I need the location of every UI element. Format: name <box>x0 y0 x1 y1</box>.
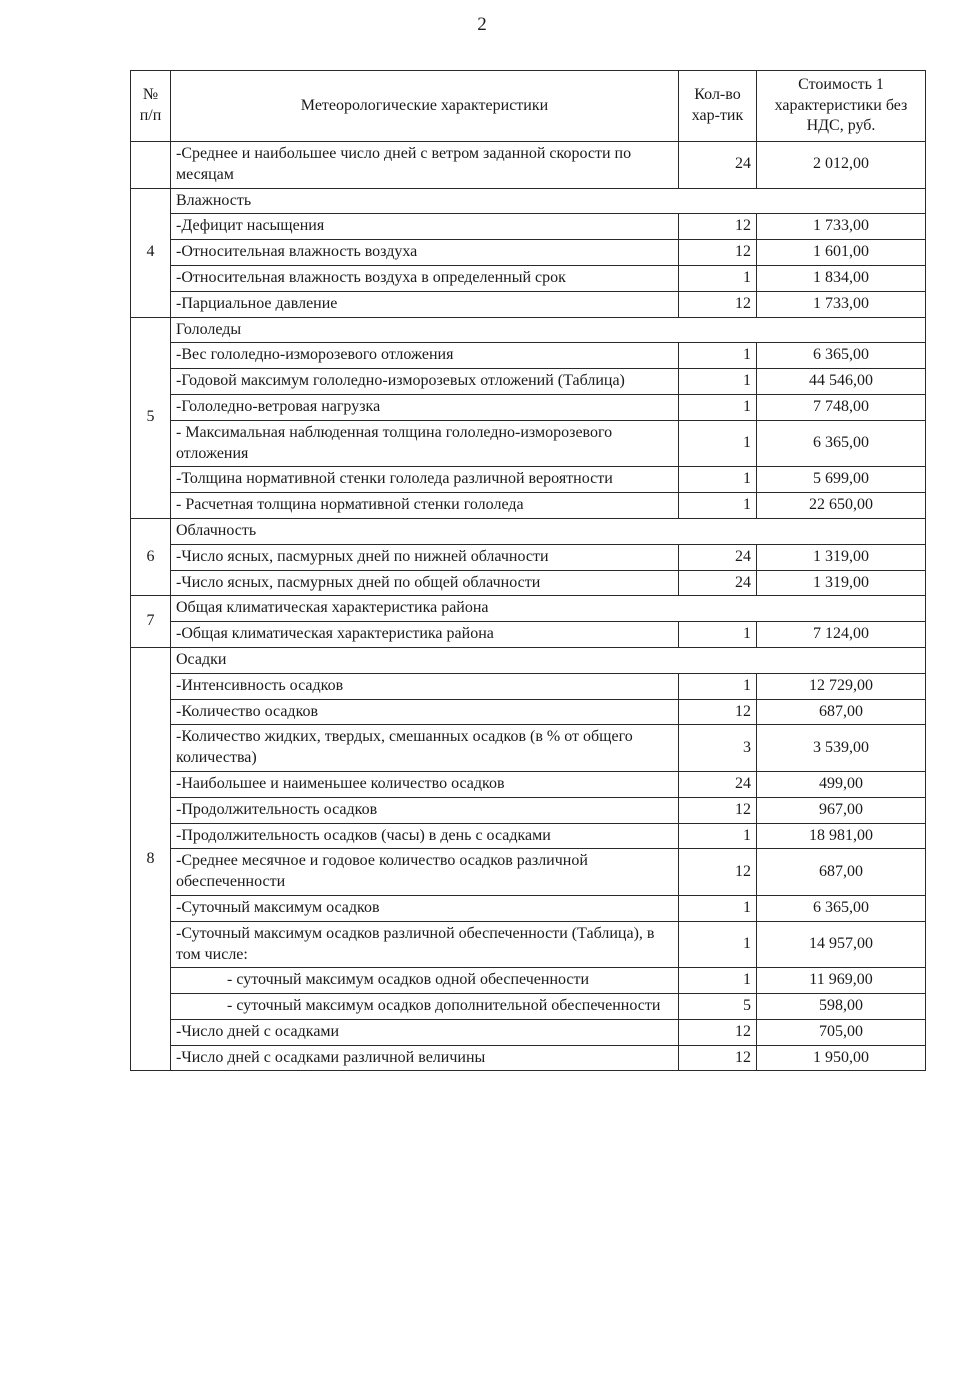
table-row <box>131 699 926 725</box>
table-body <box>131 142 926 1071</box>
table-row <box>131 142 926 189</box>
row-characteristic: -Толщина нормативной стенки гололеда различной вероятности <box>171 467 679 493</box>
row-cost: 44 546,00 <box>757 369 926 395</box>
row-characteristic: -Относительная влажность воздуха <box>171 240 679 266</box>
row-cost: 1 319,00 <box>757 544 926 570</box>
row-qty: 12 <box>679 1045 757 1071</box>
row-qty: 12 <box>679 699 757 725</box>
page-number: 2 <box>477 14 487 35</box>
row-characteristic: -Число дней с осадками различной величины <box>171 1045 679 1071</box>
section-row <box>131 518 926 544</box>
row-characteristic: -Суточный максимум осадков <box>171 895 679 921</box>
row-cost: 598,00 <box>757 994 926 1020</box>
row-characteristic: -Среднее и наибольшее число дней с ветром заданной скорости по месяцам <box>171 142 679 189</box>
row-cost: 12 729,00 <box>757 673 926 699</box>
row-qty: 12 <box>679 214 757 240</box>
row-characteristic: -Годовой максимум гололедно-изморозевых отложений (Таблица) <box>171 369 679 395</box>
row-cost: 1 601,00 <box>757 240 926 266</box>
row-characteristic: -Количество жидких, твердых, смешанных осадков (в % от общего количества) <box>171 725 679 772</box>
row-qty: 3 <box>679 725 757 772</box>
table-row <box>131 895 926 921</box>
row-characteristic: -Наибольшее и наименьшее количество осадков <box>171 771 679 797</box>
table-row <box>131 369 926 395</box>
table-row <box>131 1019 926 1045</box>
table-row <box>131 725 926 772</box>
table-header-row <box>131 71 926 142</box>
row-qty: 12 <box>679 291 757 317</box>
price-table <box>130 70 926 1071</box>
row-cost: 1 834,00 <box>757 265 926 291</box>
row-cost: 687,00 <box>757 849 926 896</box>
row-qty: 1 <box>679 420 757 467</box>
row-characteristic: -Парциальное давление <box>171 291 679 317</box>
row-characteristic: - суточный максимум осадков дополнительной обеспеченности <box>171 994 679 1020</box>
table-row <box>131 343 926 369</box>
row-characteristic: -Среднее месячное и годовое количество осадков различной обеспеченности <box>171 849 679 896</box>
row-cost: 7 124,00 <box>757 622 926 648</box>
table-row <box>131 622 926 648</box>
table-row <box>131 968 926 994</box>
header-cost: Стоимость 1 характеристики без НДС, руб. <box>757 71 926 142</box>
section-number: 6 <box>131 518 171 595</box>
row-cost: 1 733,00 <box>757 291 926 317</box>
section-row <box>131 647 926 673</box>
section-row <box>131 596 926 622</box>
row-characteristic: - суточный максимум осадков одной обеспеченности <box>171 968 679 994</box>
row-qty: 1 <box>679 394 757 420</box>
row-qty: 1 <box>679 343 757 369</box>
row-cost: 3 539,00 <box>757 725 926 772</box>
row-characteristic: -Продолжительность осадков <box>171 797 679 823</box>
section-title: Осадки <box>171 647 926 673</box>
row-cost: 967,00 <box>757 797 926 823</box>
row-characteristic: -Продолжительность осадков (часы) в день с осадками <box>171 823 679 849</box>
row-characteristic: -Суточный максимум осадков различной обеспеченности (Таблица), в том числе: <box>171 921 679 968</box>
row-characteristic: - Расчетная толщина нормативной стенки гололеда <box>171 493 679 519</box>
row-characteristic: - Максимальная наблюденная толщина гололедно-изморозевого отложения <box>171 420 679 467</box>
table-row <box>131 493 926 519</box>
table-row <box>131 214 926 240</box>
row-cost: 11 969,00 <box>757 968 926 994</box>
row-characteristic: -Число дней с осадками <box>171 1019 679 1045</box>
row-qty: 1 <box>679 673 757 699</box>
table-row <box>131 1045 926 1071</box>
table-row <box>131 544 926 570</box>
row-cost: 6 365,00 <box>757 343 926 369</box>
row-qty: 1 <box>679 921 757 968</box>
table-row <box>131 240 926 266</box>
row-qty: 24 <box>679 544 757 570</box>
section-title: Влажность <box>171 188 926 214</box>
row-qty: 1 <box>679 622 757 648</box>
row-qty: 1 <box>679 369 757 395</box>
row-cost: 687,00 <box>757 699 926 725</box>
table-row <box>131 570 926 596</box>
row-qty: 1 <box>679 895 757 921</box>
header-qty: Кол-во хар-тик <box>679 71 757 142</box>
row-num <box>131 142 171 189</box>
section-number: 5 <box>131 317 171 518</box>
section-title: Облачность <box>171 518 926 544</box>
table-row <box>131 291 926 317</box>
row-qty: 24 <box>679 771 757 797</box>
row-cost: 6 365,00 <box>757 895 926 921</box>
header-characteristic: Метеорологические характеристики <box>171 71 679 142</box>
header-num: № п/п <box>131 71 171 142</box>
table-row <box>131 467 926 493</box>
table-row <box>131 420 926 467</box>
row-qty: 1 <box>679 265 757 291</box>
table-row <box>131 797 926 823</box>
section-number: 7 <box>131 596 171 648</box>
row-cost: 7 748,00 <box>757 394 926 420</box>
row-characteristic: -Относительная влажность воздуха в определенный срок <box>171 265 679 291</box>
row-cost: 2 012,00 <box>757 142 926 189</box>
row-cost: 5 699,00 <box>757 467 926 493</box>
row-cost: 705,00 <box>757 1019 926 1045</box>
row-cost: 1 950,00 <box>757 1045 926 1071</box>
section-number: 4 <box>131 188 171 317</box>
row-characteristic: -Число ясных, пасмурных дней по общей облачности <box>171 570 679 596</box>
row-characteristic: -Вес гололедно-изморозевого отложения <box>171 343 679 369</box>
row-characteristic: -Число ясных, пасмурных дней по нижней облачности <box>171 544 679 570</box>
row-characteristic: -Дефицит насыщения <box>171 214 679 240</box>
row-qty: 12 <box>679 1019 757 1045</box>
section-title: Общая климатическая характеристика района <box>171 596 926 622</box>
table-row <box>131 823 926 849</box>
row-qty: 12 <box>679 797 757 823</box>
row-qty: 12 <box>679 849 757 896</box>
row-cost: 22 650,00 <box>757 493 926 519</box>
section-title: Гололеды <box>171 317 926 343</box>
section-row <box>131 317 926 343</box>
row-qty: 24 <box>679 570 757 596</box>
table-row <box>131 994 926 1020</box>
row-cost: 1 319,00 <box>757 570 926 596</box>
section-row <box>131 188 926 214</box>
table-row <box>131 265 926 291</box>
row-cost: 18 981,00 <box>757 823 926 849</box>
row-cost: 1 733,00 <box>757 214 926 240</box>
table-row <box>131 394 926 420</box>
section-number: 8 <box>131 647 171 1071</box>
table-row <box>131 673 926 699</box>
row-characteristic: -Гололедно-ветровая нагрузка <box>171 394 679 420</box>
row-qty: 1 <box>679 968 757 994</box>
row-qty: 12 <box>679 240 757 266</box>
row-cost: 499,00 <box>757 771 926 797</box>
row-qty: 1 <box>679 823 757 849</box>
row-qty: 5 <box>679 994 757 1020</box>
table-row <box>131 771 926 797</box>
row-cost: 14 957,00 <box>757 921 926 968</box>
table-row <box>131 921 926 968</box>
row-qty: 1 <box>679 467 757 493</box>
row-characteristic: -Интенсивность осадков <box>171 673 679 699</box>
table-row <box>131 849 926 896</box>
row-qty: 1 <box>679 493 757 519</box>
row-characteristic: -Количество осадков <box>171 699 679 725</box>
row-cost: 6 365,00 <box>757 420 926 467</box>
row-characteristic: -Общая климатическая характеристика района <box>171 622 679 648</box>
row-qty: 24 <box>679 142 757 189</box>
